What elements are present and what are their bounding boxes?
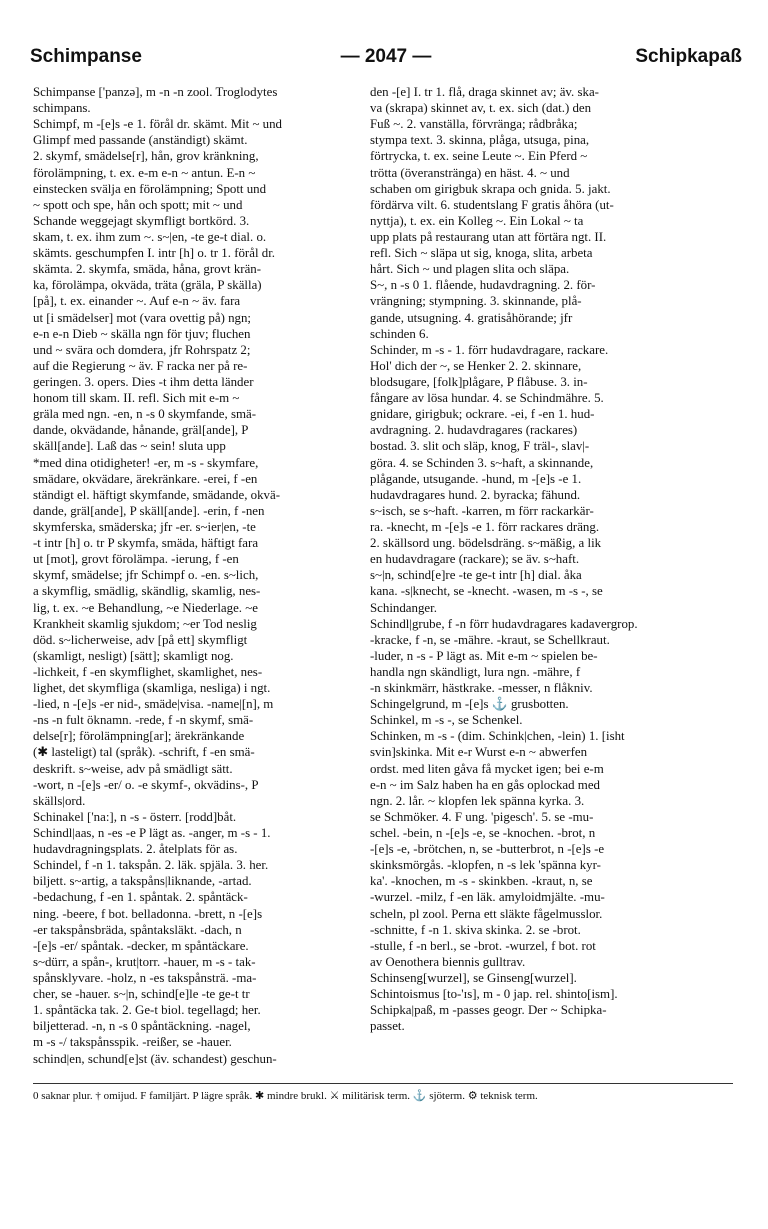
entry-line: vrängning; stympning. 3. skinnande, plå- (370, 294, 582, 309)
entry-line: förtrycka, t. ex. seine Leute ~. Ein Pferd ~ (370, 149, 588, 164)
entry-line: e-n ~ im Salz haben ha en gås oplockad med (370, 777, 600, 792)
left-column (33, 84, 373, 1067)
entry-line: upp plats på restaurang utan att förtära ngt. II. (370, 229, 607, 244)
entry-line: honom till skam. II. refl. Sich mit e-m ~ (33, 391, 240, 406)
header-last-entry: Schipkapaß (635, 46, 742, 67)
entry-line: skämta. 2. skymfa, smäda, håna, grovt krän- (33, 262, 262, 277)
entry-line: Fuß ~. 2. vanställa, förvränga; rådbråka; (370, 117, 578, 132)
entry-line: hudavdragningsplats. 2. åtelplats för as. (33, 842, 238, 857)
entry-line: ordst. med liten gåva få mycket igen; bei e-m (370, 761, 604, 776)
entry-line: delse[r]; förolämpning[ar]; ärekränkande (33, 729, 245, 744)
entry-line: lighet, det skymfliga (skamliga, nesliga) i ngt. (33, 681, 271, 696)
entry-line: schel. -bein, n -[e]s -e, se -knochen. -brot, n (370, 826, 596, 841)
entry-line: *med dina otidigheter! -er, m -s - skymfare, (33, 455, 259, 470)
entry-line: -n skinkmärr, hästkrake. -messer, n flåkniv. (370, 681, 593, 696)
entry-line: hårt. Sich ~ und plagen slita och släpa. (370, 262, 570, 277)
entry-line: passet. (370, 1019, 405, 1034)
entry-line: biljetterad. -n, n -s 0 spåntäckning. -nagel, (33, 1019, 251, 1034)
entry-line: ut [mot], grovt förolämpa. -ierung, f -en (33, 552, 239, 567)
entry-line: -[e]s -e, -brötchen, n, se -butterbrot, n -[e]s -e (370, 842, 605, 857)
entry-line: skam, t. ex. ihm zum ~. s~|en, -te ge-t dial. o. (33, 229, 267, 244)
entry-line: Schande weggejagt skymfligt bortkörd. 3. (33, 213, 250, 228)
entry-line: -schnitte, f -n 1. skiva skinka. 2. se -brot. (370, 922, 581, 937)
entry-line: -er takspånsbräda, spåntaksläkt. -dach, n (33, 922, 242, 937)
entry-line: -lichkeit, f -en skymflighet, skamlighet, nes- (33, 664, 263, 679)
entry-line: -lied, n -[e]s -er nid-, smäde|visa. -name|[n], m (33, 697, 274, 712)
entry-line: geringen. 3. opers. Dies -t ihm detta länder (33, 374, 254, 389)
entry-line: göra. 4. se Schinden 3. s~haft, a skinnande, (370, 455, 594, 470)
entry-line: smädare, okvädare, ärekränkare. -erei, f -en (33, 471, 258, 486)
entry-line: ra. -knecht, m -[e]s -e 1. förr rackares dräng. (370, 519, 600, 534)
entry-line: svin]skinka. Mit e-r Wurst e-n ~ abwerfen (370, 745, 588, 760)
entry-line: ning. -beere, f bot. belladonna. -brett, n -[e]s (33, 906, 263, 921)
entry-line: ka, förolämpa, okväda, träta (gräla, P skälla) (33, 278, 262, 293)
entry-line: handla ngn skändligt, lura ngn. -mähre, f (370, 664, 581, 679)
entry-line: Schinseng[wurzel], se Ginseng[wurzel]. (370, 971, 577, 986)
entry-line: gräla med ngn. -en, n -s 0 skymfande, smä- (33, 407, 257, 422)
entry-line: Schipka|paß, m -passes geogr. Der ~ Schipka- (370, 1003, 607, 1018)
entry-line: Krankheit skamlig sjukdom; ~er Tod neslig (33, 616, 257, 631)
entry-line: schind|en, schund[e]st (äv. schandest) geschun- (33, 1051, 277, 1066)
entry-line: e-n e-n Dieb ~ skälla ngn för tjuv; fluchen (33, 326, 251, 341)
entry-line: av Oenothera biennis gulltrav. (370, 954, 526, 969)
entry-line: s~isch, se s~haft. -karren, m förr rackarkär- (370, 503, 594, 518)
entry-line: -wurzel. -milz, f -en läk. amyloidmjälte. -mu- (370, 890, 605, 905)
entry-line: den -[e] I. tr 1. flå, draga skinnet av; äv. ska- (370, 85, 599, 99)
entry-line: skymferska, smäderska; jfr -er. s~ier|en, -te (33, 519, 256, 534)
entry-line: se Schmöker. 4. F ung. 'pigesch'. 5. se -mu- (370, 809, 594, 824)
entry-line: spånsklyvare. -holz, n -es takspånsträ. -ma- (33, 971, 257, 986)
entry-line: a skymflig, smädlig, skändlig, skamlig, nes- (33, 584, 261, 599)
footer-divider (33, 1083, 733, 1084)
entry-line: s~|n, schind[e]re -te ge-t intr [h] dial. åka (370, 568, 582, 583)
entry-line: auf die Regierung ~ äv. F racka ner på re- (33, 358, 248, 373)
entry-line: Schintoismus [to-'ɪs], m - 0 jap. rel. shinto[ism]. (370, 987, 618, 1002)
entry-line: Schindl|aas, n -es -e P lägt as. -anger, m -s - 1. (33, 826, 271, 841)
entry-line: schinden 6. (370, 326, 429, 341)
page-header (30, 46, 742, 72)
entry-line: fångare av lösa hundar. 4. se Schindmähre. 5. (370, 391, 604, 406)
entry-line: ut [i smädelser] mot (vara ovettig på) ngn; (33, 310, 252, 325)
page-number: — 2047 — (340, 46, 432, 67)
entry-line: nyttja), t. ex. ein Kolleg ~. Ein Lokal ~ ta (370, 213, 584, 228)
entry-line: ka'. -knochen, m -s - skinkben. -kraut, n, se (370, 874, 593, 889)
entry-line: Schinakel ['na:], n -s - österr. [rodd]båt. (33, 809, 237, 824)
entry-line: -t intr [h] o. tr P skymfa, smäda, häftigt fara (33, 536, 259, 551)
entry-line: Schinken, m -s - (dim. Schink|chen, -lein) 1. [isht (370, 729, 625, 744)
entry-line: en hudavdragare (rackare); se äv. s~haft. (370, 552, 580, 567)
entry-line: S~, n -s 0 1. flående, hudavdragning. 2. för- (370, 278, 596, 293)
entry-line: refl. Sich ~ släpa ut sig, knoga, slita, arbeta (370, 246, 593, 261)
entry-line: -stulle, f -n berl., se -brot. -wurzel, f bot. rot (370, 938, 596, 953)
entry-line: Hol' dich der ~, se Henker 2. 2. skinnare, (370, 358, 582, 373)
entry-line: Schimpf, m -[e]s -e 1. förål dr. skämt. Mit ~ und (33, 117, 282, 132)
abbreviation-legend: 0 saknar plur. † omijud. F familjärt. P lägre språk. ✱ mindre brukl. ⚔ militärisk term. ⚓ sjöterm. ⚙ teknisk term. (33, 1090, 538, 1102)
entry-line: Schinder, m -s - 1. förr hudavdragare, rackare. (370, 342, 609, 357)
entry-line: stympa text. 3. skinna, plåga, utsuga, pina, (370, 133, 590, 148)
entry-line: s~dürr, a spån-, krut|torr. -hauer, m -s - tak- (33, 954, 256, 969)
entry-line: -kracke, f -n, se -mähre. -kraut, se Schellkraut. (370, 632, 610, 647)
entry-line: avdragning. 2. hudavdragares (rackares) (370, 423, 578, 438)
entry-line: und ~ svära och domdera, jfr Rohrspatz 2; (33, 342, 251, 357)
entry-line: dande, gräl[ande], P skäll[ande]. -erin, f -nen (33, 503, 265, 518)
entry-line: einstecken svälja en förolämpning; Spott und (33, 181, 267, 196)
entry-line: Schimpanse ['panzə], m -n -n zool. Troglodytes (33, 85, 278, 99)
entry-line: m -s -/ takspånsspik. -reißer, se -hauer. (33, 1035, 232, 1050)
entry-line: bostad. 3. slit och släp, knog, F träl-, slav|- (370, 439, 590, 454)
entry-line: schimpans. (33, 101, 91, 116)
entry-line: skämts. geschumpfen I. intr [h] o. tr 1. förål dr. (33, 246, 276, 261)
entry-line: 2. skällsord ung. bödelsdräng. s~mäßig, a lik (370, 536, 602, 551)
entry-line: hudavdragares hund. 2. byracka; fähund. (370, 487, 581, 502)
entry-line: dande, okvädande, hånande, gräl[ande], P (33, 423, 249, 438)
entry-line: gnidare, girigbuk; ockrare. -ei, f -en 1. hud- (370, 407, 595, 422)
entry-line: Schindel, f -n 1. takspån. 2. läk. spjäla. 3. her. (33, 858, 269, 873)
entry-line: -[e]s -er/ spåntak. -decker, m spåntäckare. (33, 938, 249, 953)
entry-line: ~ spott och spe, hån och spott; mit ~ und (33, 197, 243, 212)
entry-line: -wort, n -[e]s -er/ o. -e skymf-, okvädins-, P (33, 777, 259, 792)
entry-line: skälls|ord. (33, 793, 86, 808)
entry-line: blodsugare, [folk]plågare, P flåbuse. 3. in- (370, 374, 588, 389)
header-first-entry: Schimpanse (30, 46, 142, 67)
entry-line: (skamligt, nesligt) [sätt]; skamligt nog. (33, 648, 234, 663)
entry-line: schaben om girigbuk skrapa och gnida. 5. jakt. (370, 181, 611, 196)
entry-line: -ns -n fult öknamn. -rede, f -n skymf, smä- (33, 713, 254, 728)
entry-line: cher, se -hauer. s~|n, schind[e]le -te ge-t tr (33, 987, 250, 1002)
entry-line: 1. spåntäcka tak. 2. Ge-t biol. tegellagd; her. (33, 1003, 261, 1018)
entry-line: Schinkel, m -s -, se Schenkel. (370, 713, 523, 728)
entry-line: -bedachung, f -en 1. spåntak. 2. spåntäck- (33, 890, 248, 905)
entry-line: trötta (överanstränga) en häst. 4. ~ und (370, 165, 570, 180)
entry-line: ständigt el. häftigt skymfande, smädande, okvä- (33, 487, 281, 502)
entry-line: Schingelgrund, m -[e]s ⚓ grusbotten. (370, 697, 569, 712)
entry-line: skäll[ande]. Laß das ~ sein! sluta upp (33, 439, 226, 454)
entry-line: död. s~licherweise, adv [på ett] skymfligt (33, 632, 248, 647)
entry-line: gande, utsugning. 4. gratisåhörande; jfr (370, 310, 573, 325)
entry-line: -luder, n -s - P lägt as. Mit e-m ~ spielen be- (370, 648, 598, 663)
entry-line: Schindanger. (370, 600, 437, 615)
entry-line: va (skrapa) skinnet av, t. ex. sich (dat.) den (370, 101, 592, 116)
entry-line: kana. -s|knecht, se -knecht. -wasen, m -s -, se (370, 584, 603, 599)
right-column (370, 84, 710, 1034)
entry-line: deskrift. s~weise, adv på smädligt sätt. (33, 761, 233, 776)
entry-line: ngn. 2. lår. ~ klopfen lek spänna kyrka. 3. (370, 793, 585, 808)
entry-line: scheln, pl zool. Perna ett släkte fågelmusslor. (370, 906, 603, 921)
entry-line: skinksmörgås. -klopfen, n -s lek 'spänna kyr- (370, 858, 601, 873)
entry-line: Glimpf med passande (anständigt) skämt. (33, 133, 248, 148)
entry-line: fördärva vilt. 6. studentslang F gratis åhöra (ut- (370, 197, 614, 212)
entry-line: [på], t. ex. einander ~. Auf e-n ~ äv. fara (33, 294, 241, 309)
entry-line: skymf, smädelse; jfr Schimpf o. -en. s~lich, (33, 568, 259, 583)
entry-line: (✱ lasteligt) tal (språk). -schrift, f -en smä- (33, 745, 255, 760)
entry-line: Schindl|grube, f -n förr hudavdragares kadavergrop. (370, 616, 638, 631)
entry-line: förolämpning, t. ex. e-m e-n ~ antun. E-n ~ (33, 165, 256, 180)
entry-line: lig, t. ex. ~e Behandlung, ~e Niederlage. ~e (33, 600, 258, 615)
entry-line: 2. skymf, smädelse[r], hån, grov kränkning, (33, 149, 259, 164)
entry-line: plågande, utsugande. -hund, m -[e]s -e 1. (370, 471, 582, 486)
entry-line: biljett. s~artig, a takspåns|liknande, -artad. (33, 874, 252, 889)
